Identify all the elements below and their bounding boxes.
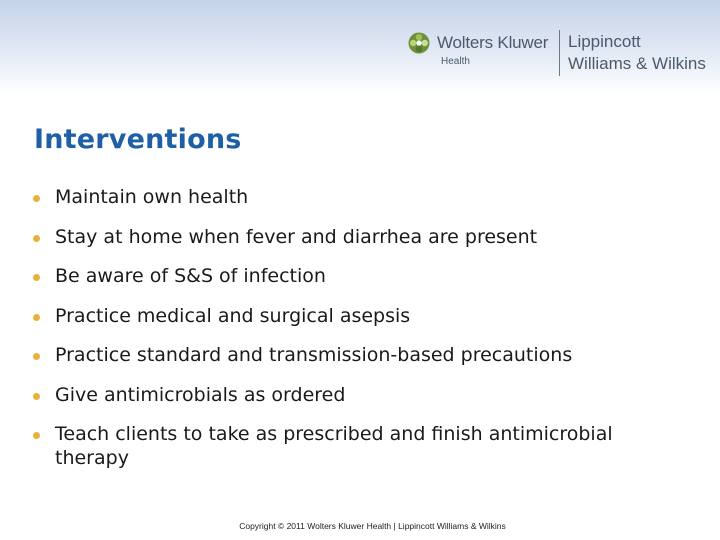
bullet-list	[32, 186, 692, 486]
bullet-item	[32, 384, 692, 408]
bullet-icon	[33, 393, 40, 400]
bullet-icon	[33, 432, 40, 439]
logo-divider	[559, 30, 560, 76]
bullet-item	[32, 305, 692, 329]
publisher-logo	[408, 28, 718, 80]
bullet-text: Teach clients to take as prescribed and finish antimicrobial therapy	[55, 423, 613, 469]
logo-imprint	[568, 31, 718, 75]
bullet-text: Maintain own health	[55, 186, 249, 208]
bullet-text: Practice medical and surgical asepsis	[55, 304, 411, 327]
copyright-footer: Copyright © 2011 Wolters Kluwer Health | Lippincott Williams & Wilkins	[239, 521, 506, 531]
bullet-item	[32, 186, 692, 210]
slide-title: Interventions	[34, 124, 242, 155]
bullet-icon	[33, 274, 40, 281]
bullet-item	[32, 265, 692, 289]
bullet-text: Give antimicrobials as ordered	[55, 383, 346, 406]
logo-division-name: Health	[441, 56, 470, 67]
bullet-text: Be aware of S&S of infection	[55, 265, 326, 287]
bullet-icon	[33, 195, 40, 202]
bullet-icon	[33, 314, 40, 321]
bullet-text: Stay at home when fever and diarrhea are present	[55, 225, 538, 248]
logo-imprint-line-2: Williams & Wilkins	[568, 54, 706, 73]
logo-imprint-line-1: Lippincott	[568, 32, 641, 51]
bullet-icon	[33, 235, 40, 242]
wolters-kluwer-logo-icon	[408, 32, 430, 54]
bullet-item	[32, 226, 692, 250]
bullet-icon	[33, 353, 40, 360]
bullet-item	[32, 344, 692, 368]
bullet-text: Practice standard and transmission-based precautions	[55, 344, 573, 366]
logo-company-name: Wolters Kluwer	[437, 33, 549, 52]
bullet-item	[32, 423, 692, 470]
